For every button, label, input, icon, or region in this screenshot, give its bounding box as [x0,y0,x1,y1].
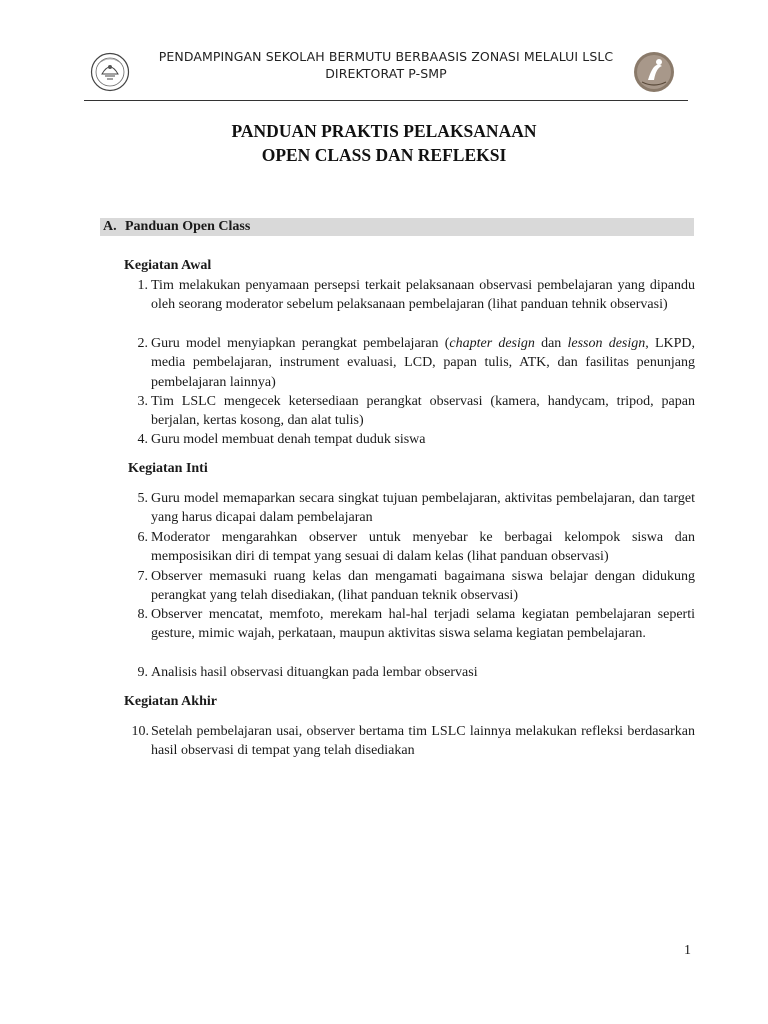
list-item [124,663,695,682]
subheading-kegiatan-akhir: Kegiatan Akhir [124,694,217,709]
list-item [124,722,695,761]
item-text: Tim melakukan penyamaan persepsi terkait pelaksanaan observasi pembelajaran yang dipandu oleh seorang moderator sebelum pelaksanaan pembelajaran (lihat panduan tehnik observasi) [151,278,695,313]
item-number: 1. [137,278,148,293]
item-text: Observer memasuki ruang kelas dan mengamati bagaimana siswa belajar dengan didukung perangkat yang telah disediakan, (lihat panduan teknik observasi) [151,569,695,604]
lslc-logo [632,50,676,94]
list-item [124,528,695,567]
item-text: Setelah pembelajaran usai, observer bertama tim LSLC lainnya melakukan refleksi berdasarkan hasil observasi di tempat yang telah disediakan [151,724,695,759]
section-heading-a [100,218,694,236]
item-number: 9. [137,665,148,680]
header-line-2: DIREKTORAT P-SMP [325,66,447,81]
item-number: 3. [137,394,148,409]
item-number: 5. [137,491,148,506]
title-line-1: PANDUAN PRAKTIS PELAKSANAAN [231,121,537,141]
item-number: 2. [137,336,148,351]
item-number: 7. [137,569,148,584]
item-text: Analisis hasil observasi dituangkan pada lembar observasi [151,665,478,680]
subheading-kegiatan-inti: Kegiatan Inti [128,461,208,476]
header-line-1: PENDAMPINGAN SEKOLAH BERMUTU BERBAASIS ZONASI MELALUI LSLC [158,49,614,64]
list-item [124,392,695,431]
section-label: A. [103,219,117,234]
page-number: 1 [684,943,691,958]
page-title [0,119,768,167]
item-text: Guru model menyiapkan perangkat pembelajaran (chapter design dan lesson design, LKPD, media pembelajaran, instrument evaluasi, LCD, papan tulis, ATK, dan fasilitas penunjang pembelajaran lainnya) [151,336,695,390]
item-number: 8. [137,607,148,622]
page-header [84,44,688,101]
tut-wuri-handayani-logo [90,52,130,92]
section-title: Panduan Open Class [125,219,251,234]
item-number: 6. [137,530,148,545]
item-text: Observer mencatat, memfoto, merekam hal-hal terjadi selama kegiatan pembelajaran seperti gesture, mimic wajah, perkataan, maupun aktivitas siswa selama kegiatan pembelajaran. [151,607,695,642]
title-line-2: OPEN CLASS DAN REFLEKSI [261,145,507,165]
item-number: 4. [137,432,148,447]
list-item [124,489,695,528]
list-item [124,430,695,449]
item-number: 10. [131,724,149,739]
item-text: Moderator mengarahkan observer untuk menyebar ke berbagai kelompok siswa dan memposisikan diri di tempat yang sesuai di dalam kelas (lihat panduan observasi) [151,530,695,565]
subheading-kegiatan-awal: Kegiatan Awal [124,258,212,273]
item-text: Guru model membuat denah tempat duduk siswa [151,432,426,447]
list-item [124,605,695,644]
item-text: Guru model memaparkan secara singkat tujuan pembelajaran, aktivitas pembelajaran, dan target yang harus dicapai dalam pembelajaran [151,491,695,526]
list-item [124,567,695,606]
item-text: Tim LSLC mengecek ketersediaan perangkat observasi (kamera, handycam, tripod, papan berjalan, kertas kosong, dan alat tulis) [151,394,695,429]
list-item [124,334,695,392]
list-item [124,276,695,315]
